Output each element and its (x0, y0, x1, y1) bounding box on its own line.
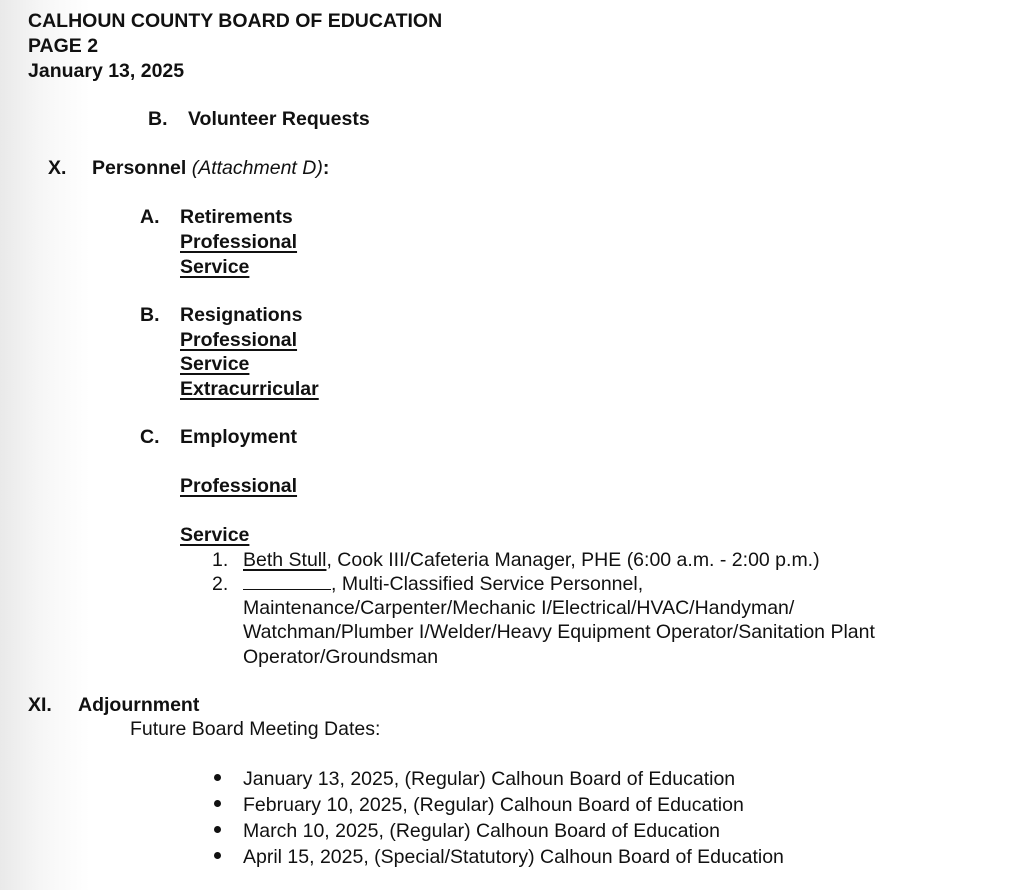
employment-item-2-cont-3: Operator/Groundsman (243, 646, 439, 668)
bullet-icon (214, 800, 221, 807)
retirements-title: Retirements (180, 206, 293, 228)
resignations-service: Service (180, 353, 250, 375)
employment-title: Employment (180, 426, 298, 448)
employment-professional: Professional (180, 475, 298, 497)
attachment-ref: (Attachment D) (191, 157, 323, 179)
volunteer-title: Volunteer Requests (188, 108, 370, 130)
employment-item-2-text: , Multi-Classified Service Personnel, (331, 573, 644, 595)
section-x-numeral: X. (48, 157, 67, 179)
meeting-date-item: January 13, 2025, (Regular) Calhoun Board of Education (243, 768, 736, 790)
meeting-date-item: February 10, 2025, (Regular) Calhoun Board of Education (243, 794, 744, 816)
resignations-professional: Professional (180, 329, 298, 351)
retirements-professional: Professional (180, 231, 298, 253)
volunteer-label: B. (148, 108, 168, 130)
meeting-dates-heading: Future Board Meeting Dates: (130, 718, 381, 740)
section-x-colon: : (322, 157, 330, 179)
bullet-icon (214, 852, 221, 859)
section-x-heading (92, 157, 329, 179)
bullet-icon (214, 826, 221, 833)
meeting-date-item: April 15, 2025, (Special/Statutory) Calhoun Board of Education (243, 846, 784, 868)
employment-item-1 (243, 549, 820, 571)
employee-position: , Cook III/Cafeteria Manager, PHE (6:00 a.m. - 2:00 p.m.) (326, 549, 820, 571)
bullet-icon (214, 774, 221, 781)
employment-item-2-number: 2. (212, 573, 229, 595)
employment-item-2-cont-1: Maintenance/Carpenter/Mechanic I/Electrical/HVAC/Handyman/ (243, 597, 795, 619)
section-xi-numeral: XI. (28, 694, 52, 716)
section-xi-title: Adjournment (78, 694, 200, 716)
employment-service: Service (180, 524, 250, 546)
resignations-title: Resignations (180, 304, 303, 326)
header-page: PAGE 2 (28, 35, 99, 57)
employee-name: Beth Stull (243, 549, 327, 571)
meeting-date-item: March 10, 2025, (Regular) Calhoun Board of Education (243, 820, 720, 842)
blank-name-line (243, 573, 331, 590)
resignations-extracurricular: Extracurricular (180, 378, 319, 400)
employment-item-1-number: 1. (212, 549, 229, 571)
header-date: January 13, 2025 (28, 60, 185, 82)
retirements-label: A. (140, 206, 160, 228)
employment-item-2 (243, 573, 643, 595)
retirements-service: Service (180, 256, 250, 278)
employment-item-2-cont-2: Watchman/Plumber I/Welder/Heavy Equipment Operator/Sanitation Plant (243, 621, 875, 643)
employment-label: C. (140, 426, 160, 448)
section-x-title: Personnel (92, 157, 187, 179)
header-title: CALHOUN COUNTY BOARD OF EDUCATION (28, 10, 443, 32)
resignations-label: B. (140, 304, 160, 326)
